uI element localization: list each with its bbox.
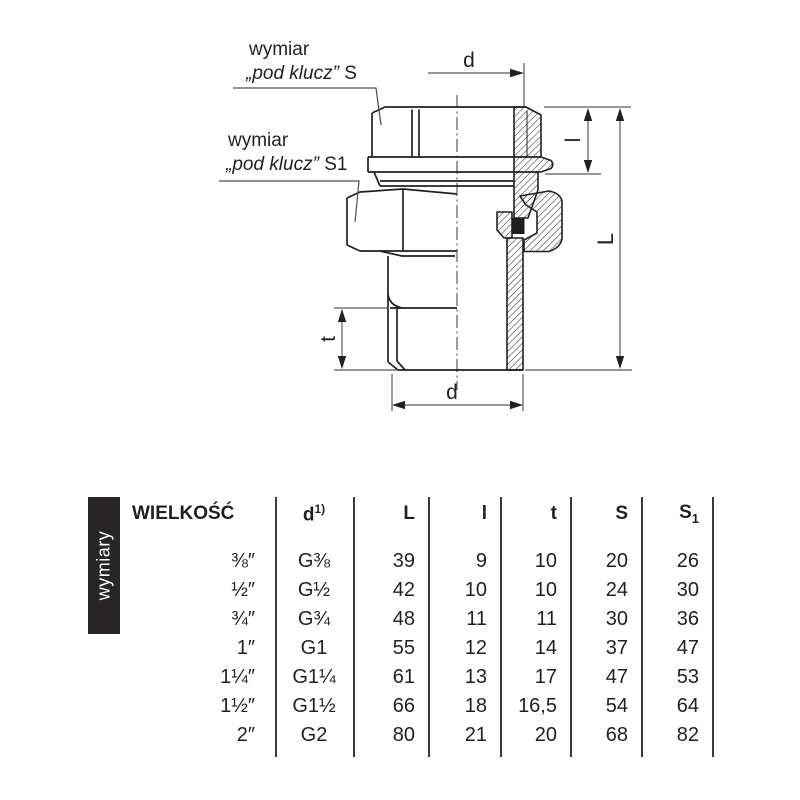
table-cell: 10 — [534, 550, 557, 572]
dim-label-t: t — [317, 336, 340, 342]
table-cell: 82 — [676, 724, 699, 746]
table-row — [120, 634, 712, 663]
table-cell: 21 — [464, 724, 487, 746]
table-cell: 54 — [605, 695, 628, 717]
table-cell: 10 — [464, 579, 487, 601]
table-cell: 17 — [534, 666, 557, 688]
table-cell: ½″ — [231, 579, 255, 601]
fitting-outline-left — [347, 107, 526, 370]
table-cell: G1¼ — [292, 666, 336, 688]
header-l — [428, 503, 500, 525]
union-nut-section — [520, 191, 562, 252]
table-cell: G1½ — [292, 695, 336, 717]
callout-s-line1: wymiar — [249, 39, 310, 60]
dim-label-d-bottom: d — [446, 381, 458, 404]
header-text: S — [679, 502, 692, 524]
header-text: WIELKOŚĆ — [132, 503, 235, 524]
table-cell: 37 — [605, 637, 628, 659]
tail-flange — [497, 212, 512, 238]
callout-s1-suffix: S1 — [318, 154, 348, 175]
table-divider — [712, 497, 714, 757]
table-cell: 20 — [534, 724, 557, 746]
wymiary-sidebar — [88, 497, 120, 634]
table-cell: 24 — [605, 579, 628, 601]
header-text: L — [403, 503, 415, 524]
table-row — [120, 547, 712, 576]
header-d — [275, 502, 353, 526]
table-cell: 68 — [605, 724, 628, 746]
dimensions-table — [120, 497, 712, 750]
table-row — [120, 721, 712, 750]
table-row — [120, 692, 712, 721]
table-cell: 1¼″ — [220, 666, 255, 688]
table-cell: 39 — [392, 550, 415, 572]
table-cell: 80 — [392, 724, 415, 746]
table-cell: 42 — [392, 579, 415, 601]
collar-ring — [514, 157, 553, 172]
header-text: l — [481, 503, 487, 524]
table-cell: 66 — [392, 695, 415, 717]
table-cell: 30 — [676, 579, 699, 601]
header-t — [500, 503, 570, 525]
table-cell: 16,5 — [518, 695, 557, 717]
table-cell: 14 — [534, 637, 557, 659]
table-cell: 1″ — [236, 637, 255, 659]
callout-s1-line1: wymiar — [228, 130, 289, 151]
table-cell: 55 — [392, 637, 415, 659]
header-wielkosc — [120, 503, 275, 525]
table-cell: 1½″ — [220, 695, 255, 717]
seal-section — [512, 218, 525, 234]
table-cell: 11 — [536, 608, 557, 630]
table-row — [120, 663, 712, 692]
wymiary-label: wymiary — [93, 530, 114, 601]
table-cell: 61 — [392, 666, 415, 688]
table-cell: G½ — [297, 579, 331, 601]
table-cell: ¾″ — [231, 608, 255, 630]
table-cell: 30 — [605, 608, 628, 630]
header-text: d — [302, 504, 315, 526]
header-sub: 1 — [691, 510, 699, 526]
dim-label-L: L — [593, 232, 618, 246]
table-cell: 64 — [676, 695, 699, 717]
header-sup: 1) — [314, 501, 326, 516]
table-cell: 12 — [464, 637, 487, 659]
header-S — [570, 503, 641, 525]
fitting-section-right — [497, 107, 562, 370]
table-cell: 26 — [676, 550, 699, 572]
tail-wall — [507, 238, 523, 370]
header-S1 — [641, 502, 712, 526]
table-cell: G1 — [300, 637, 328, 659]
callout-s-suffix: S — [338, 63, 357, 84]
table-cell: 48 — [392, 608, 415, 630]
table-cell: ⅜″ — [231, 550, 255, 572]
table-cell: 20 — [605, 550, 628, 572]
table-cell: G⅜ — [297, 550, 331, 572]
table-header-row — [120, 497, 712, 531]
table-cell: G¾ — [297, 608, 331, 630]
callout-s-line2 — [245, 63, 357, 84]
table-cell: 53 — [676, 666, 699, 688]
table-cell: 47 — [676, 637, 699, 659]
table-cell: 2″ — [236, 724, 255, 746]
table-row — [120, 605, 712, 634]
header-L — [353, 503, 428, 525]
callout-s-quoted: „pod klucz” — [246, 63, 339, 84]
table-cell: 10 — [534, 579, 557, 601]
dim-label-l: l — [562, 137, 585, 143]
header-text: t — [550, 503, 557, 524]
header-text: S — [615, 503, 628, 524]
table-cell: 11 — [466, 608, 487, 630]
dim-label-d-top: d — [463, 49, 475, 72]
table-cell: 18 — [464, 695, 487, 717]
table-cell: G2 — [300, 724, 328, 746]
table-cell: 36 — [676, 608, 699, 630]
table-cell: 13 — [464, 666, 487, 688]
table-body — [120, 547, 712, 750]
callout-s1-line2 — [225, 154, 347, 175]
table-cell: 47 — [605, 666, 628, 688]
table-row — [120, 576, 712, 605]
table-cell: 9 — [475, 550, 487, 572]
callout-s1-quoted: „pod klucz” — [226, 154, 319, 175]
